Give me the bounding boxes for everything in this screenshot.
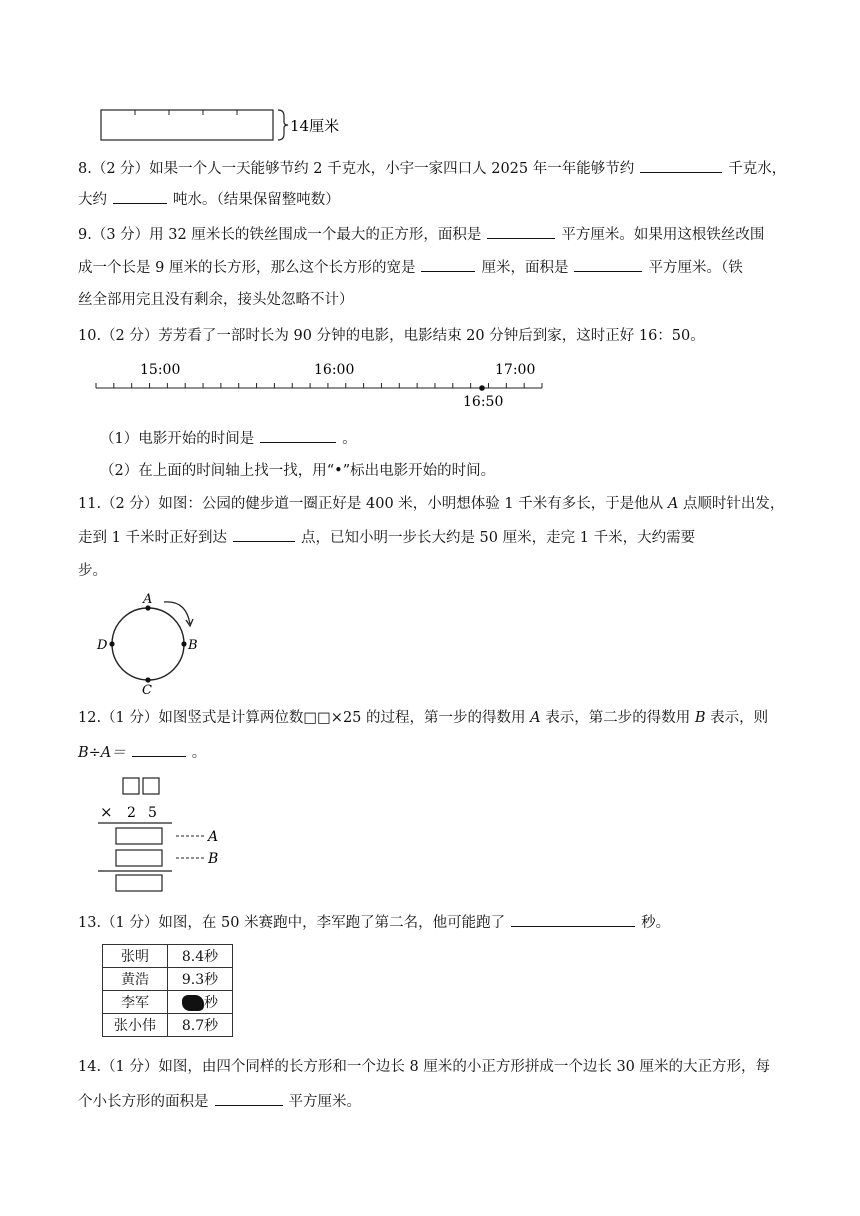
q10-timeline (92, 352, 552, 408)
ruler-length-label: 14厘米 (290, 117, 340, 135)
track-circle (112, 608, 184, 680)
q11-blank-1[interactable] (233, 527, 295, 542)
q11-number: 11. (78, 496, 102, 512)
q12-vertical-multiplication (96, 774, 236, 896)
label-c: C (142, 683, 152, 698)
q13-times-table (102, 944, 233, 1037)
q10-sub2: （2）在上面的时间轴上找一找，用“•”标出电影开始的时间。 (100, 463, 496, 479)
q9-line2: 成一个长是 9 厘米的长方形，那么这个长方形的宽是 厘米，面积是 平方厘米。（铁 (78, 257, 743, 278)
label-b: B (188, 638, 198, 653)
q13-blank-1[interactable] (511, 912, 635, 927)
q9-blank-3[interactable] (574, 257, 642, 272)
q14-blank-1[interactable] (215, 1091, 283, 1106)
q9-number: 9. (78, 227, 92, 243)
q11-track-figure (92, 590, 212, 698)
label-d: D (97, 638, 108, 653)
q14-line2: 个小长方形的面积是 平方厘米。 (78, 1091, 361, 1112)
q8-blank-1[interactable] (640, 158, 722, 173)
q10-blank-1[interactable] (260, 428, 336, 443)
timeline-tick-1600: 16:00 (314, 362, 355, 378)
timeline-marker-dot (479, 385, 485, 391)
ink-blot-icon (182, 995, 204, 1011)
q9-line3: 丝全部用完且没有剩余，接头处忽略不计） (78, 292, 354, 308)
partial-product-a (116, 828, 162, 844)
q14-number: 14. (78, 1059, 102, 1075)
q8-line1: 8.（2 分）如果一个人一天能够节约 2 千克水，小宇一家四口人 2025 年一年能够节约 千克水， (78, 158, 786, 179)
q11-line1: 11.（2 分）如图：公园的健步道一圈正好是 400 米，小明想体验 1 千米有多长，于是他从 A 点顺时针出发， (78, 496, 785, 512)
timeline-marker-label: 16:50 (463, 394, 504, 408)
q13-number: 13. (78, 915, 102, 931)
q9-blank-1[interactable] (487, 224, 555, 239)
q8-number: 8. (78, 161, 92, 177)
table-row: 张明 8.4秒 (103, 945, 233, 968)
q10-sub1: （1）电影开始的时间是 。 (100, 428, 357, 449)
final-product (116, 875, 162, 891)
point-b (181, 641, 186, 646)
q10-number: 10. (78, 328, 102, 344)
q12-number: 12. (78, 710, 102, 726)
q10-line1: 10.（2 分）芳芳看了一部时长为 90 分钟的电影，电影结束 20 分钟后到家，这时正好 16：50。 (78, 328, 705, 344)
q14-line1: 14.（1 分）如图，由四个同样的长方形和一个边长 8 厘米的小正方形拼成一个边长 30 厘米的大正方形，每 (78, 1059, 771, 1075)
digit-box-1 (123, 778, 139, 794)
table-row: 张小伟 8.7秒 (103, 1014, 233, 1037)
label-a: A (143, 592, 153, 607)
q12-blank-1[interactable] (132, 742, 186, 757)
table-row: 黄浩 9.3秒 (103, 968, 233, 991)
partial-product-b (116, 850, 162, 866)
point-c (145, 677, 150, 682)
q9-line1: 9.（3 分）用 32 厘米长的铁丝围成一个最大的正方形，面积是 平方厘米。如果用这根铁丝改围 (78, 224, 764, 245)
q11-line3: 步。 (78, 563, 107, 579)
digit-box-2 (143, 778, 159, 794)
point-d (109, 641, 114, 646)
q8-blank-2[interactable] (113, 189, 167, 204)
timeline-tick-1700: 17:00 (495, 362, 536, 378)
svg-text:A: A (208, 829, 219, 845)
svg-text:B: B (208, 851, 219, 867)
q12-line1: 12.（1 分）如图竖式是计算两位数□□×25 的过程，第一步的得数用 A 表示，第二步的得数用 B 表示，则 (78, 710, 769, 726)
times-sign: × (100, 803, 113, 821)
q8-line2: 大约 吨水。（结果保留整吨数） (78, 189, 340, 210)
ruler-figure (98, 106, 358, 146)
q12-line2: B÷A＝ 。 (78, 742, 206, 763)
timeline-tick-1500: 15:00 (140, 362, 181, 378)
q9-blank-2[interactable] (421, 257, 475, 272)
svg-text:5: 5 (148, 805, 157, 821)
q13-line1: 13.（1 分）如图，在 50 米赛跑中，李军跑了第二名，他可能跑了 秒。 (78, 912, 670, 933)
q11-line2: 走到 1 千米时正好到达 点，已知小明一步长大约是 50 厘米，走完 1 千米，大约需要 (78, 527, 695, 548)
table-row: 李军 秒 (103, 991, 233, 1014)
svg-text:2: 2 (127, 805, 136, 821)
